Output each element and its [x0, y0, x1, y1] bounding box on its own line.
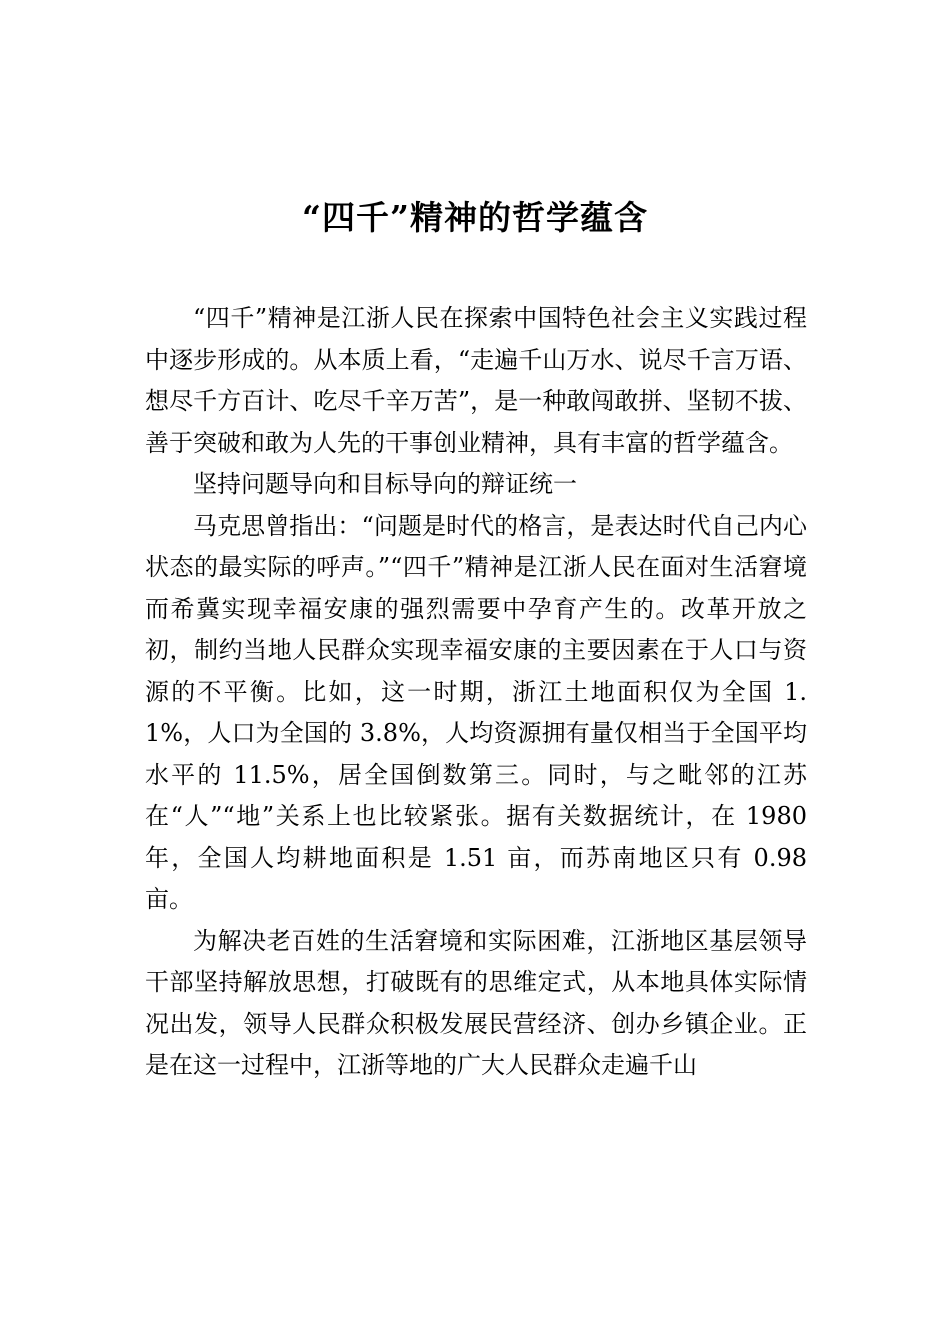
paragraph-problem-orientation: 马克思曾指出：“问题是时代的格言，是表达时代自己内心状态的最实际的呼声。”“四千”精神是江浙人民在面对生活窘境而希冀实现幸福安康的强烈需要中孕育产生的。改革开放之初，制约当地人民群众实现幸福安康的主要因素在于人口与资源的不平衡。比如，这一时期，浙江土地面积仅为全国 1.1%，人口为全国的 3.8%，人均资源拥有量仅相当于全国平均水平的 11.5%，居全国倒数第三。同时，与之毗邻的江苏在“人”“地”关系上也比较紧张。据有关数据统计，在 1980 年，全国人均耕地面积是 1.51 亩，而苏南地区只有 0.98 亩。 — [145, 511, 807, 913]
document-title: “四千”精神的哲学蕴含 — [302, 198, 648, 238]
document-body — [145, 298, 807, 1087]
paragraph-intro: “四千”精神是江浙人民在探索中国特色社会主义实践过程中逐步形成的。从本质上看，“走遍千山万水、说尽千言万语、想尽千方百计、吃尽千辛万苦”，是一种敢闯敢拼、坚韧不拔、善于突破和敢为人先的干事创业精神，具有丰富的哲学蕴含。 — [145, 304, 807, 457]
section-heading: 坚持问题导向和目标导向的辩证统一 — [193, 470, 577, 498]
paragraph-solutions: 为解决老百姓的生活窘境和实际困难，江浙地区基层领导干部坚持解放思想，打破既有的思维定式，从本地具体实际情况出发，领导人民群众积极发展民营经济、创办乡镇企业。正是在这一过程中，江浙等地的广大人民群众走遍千山 — [145, 926, 807, 1079]
